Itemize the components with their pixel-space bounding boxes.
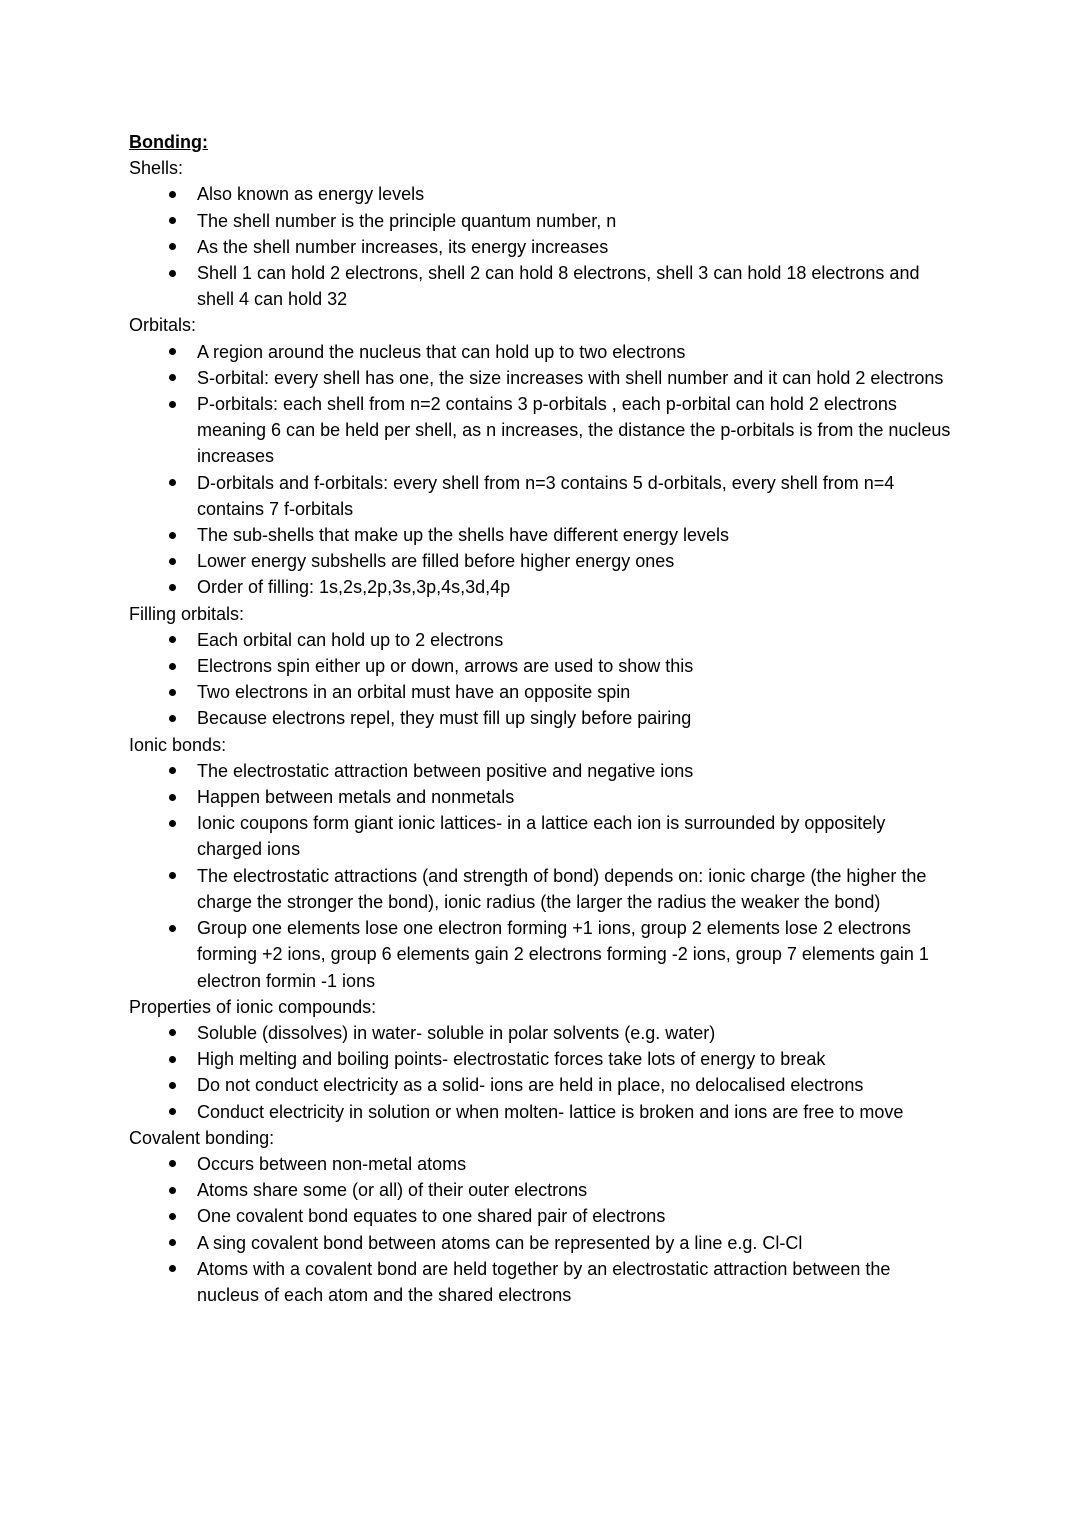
bullet-list <box>129 339 954 601</box>
list-item <box>129 810 954 862</box>
list-item <box>129 1072 954 1098</box>
list-item <box>129 234 954 260</box>
list-item <box>129 365 954 391</box>
list-item <box>129 470 954 522</box>
document-title: Bonding: <box>129 132 208 152</box>
list-item-text: P-orbitals: each shell from n=2 contains 3 p-orbitals , each p-orbital can hold 2 electrons meaning 6 can be held per shell, as n increases, the distance the p-orbitals is from the nucleus increases <box>197 394 951 467</box>
list-item-text: Also known as energy levels <box>197 184 425 205</box>
bullet-list <box>129 627 954 732</box>
list-item <box>129 915 954 994</box>
bullet-icon <box>169 1108 176 1115</box>
bullet-icon <box>169 374 176 381</box>
list-item <box>129 1256 954 1308</box>
bullet-icon <box>169 532 176 539</box>
list-item-text: Conduct electricity in solution or when molten- lattice is broken and ions are free to move <box>197 1101 904 1122</box>
bullet-icon <box>169 479 176 486</box>
list-item <box>129 1177 954 1203</box>
list-item <box>129 574 954 600</box>
list-item <box>129 758 954 784</box>
bullet-list <box>129 1020 954 1125</box>
list-item <box>129 784 954 810</box>
section <box>129 1125 954 1308</box>
bullet-icon <box>169 1029 176 1036</box>
bullet-icon <box>169 1213 176 1220</box>
list-item-text: The sub-shells that make up the shells have different energy levels <box>197 525 729 546</box>
list-item <box>129 522 954 548</box>
bullet-icon <box>169 715 176 722</box>
bullet-icon <box>169 794 176 801</box>
list-item-text: Each orbital can hold up to 2 electrons <box>197 629 504 650</box>
bullet-icon <box>169 1056 176 1063</box>
section-heading: Orbitals: <box>129 315 197 336</box>
list-item <box>129 1230 954 1256</box>
document-sections <box>129 155 954 1308</box>
bullet-icon <box>169 270 176 277</box>
section-heading: Ionic bonds: <box>129 734 227 755</box>
section-heading: Covalent bonding: <box>129 1127 275 1148</box>
list-item <box>129 679 954 705</box>
list-item-text: As the shell number increases, its energy increases <box>197 236 609 257</box>
bullet-list <box>129 1151 954 1308</box>
list-item-text: Happen between metals and nonmetals <box>197 787 515 808</box>
bullet-icon <box>169 348 176 355</box>
bullet-icon <box>169 925 176 932</box>
list-item <box>129 208 954 234</box>
bullet-list <box>129 758 954 994</box>
section <box>129 732 954 994</box>
bullet-icon <box>169 872 176 879</box>
bullet-icon <box>169 191 176 198</box>
list-item-text: A region around the nucleus that can hold up to two electrons <box>197 341 686 362</box>
list-item <box>129 1203 954 1229</box>
list-item <box>129 260 954 312</box>
list-item-text: Ionic coupons form giant ionic lattices- in a lattice each ion is surrounded by oppositely charged ions <box>197 813 886 860</box>
list-item <box>129 627 954 653</box>
bullet-icon <box>169 636 176 643</box>
bullet-icon <box>169 401 176 408</box>
bullet-icon <box>169 1187 176 1194</box>
section <box>129 155 954 312</box>
list-item <box>129 548 954 574</box>
list-item-text: A sing covalent bond between atoms can be represented by a line e.g. Cl-Cl <box>197 1232 803 1253</box>
bullet-icon <box>169 243 176 250</box>
list-item <box>129 1151 954 1177</box>
list-item-text: Atoms share some (or all) of their outer electrons <box>197 1180 588 1201</box>
list-item-text: Because electrons repel, they must fill up singly before pairing <box>197 708 692 729</box>
list-item-text: Do not conduct electricity as a solid- ions are held in place, no delocalised electrons <box>197 1075 864 1096</box>
list-item-text: The shell number is the principle quantum number, n <box>197 210 617 231</box>
list-item <box>129 653 954 679</box>
list-item-text: Atoms with a covalent bond are held together by an electrostatic attraction between the nucleus of each atom and the shared electrons <box>197 1258 891 1305</box>
bullet-icon <box>169 767 176 774</box>
list-item-text: Electrons spin either up or down, arrows are used to show this <box>197 656 694 677</box>
list-item-text: Soluble (dissolves) in water- soluble in polar solvents (e.g. water) <box>197 1022 716 1043</box>
list-item-text: One covalent bond equates to one shared pair of electrons <box>197 1206 666 1227</box>
list-item-text: D-orbitals and f-orbitals: every shell from n=3 contains 5 d-orbitals, every shell from n=4 contains 7 f-orbitals <box>197 472 895 519</box>
list-item <box>129 863 954 915</box>
list-item-text: Lower energy subshells are filled before higher energy ones <box>197 551 675 572</box>
list-item <box>129 1046 954 1072</box>
bullet-icon <box>169 217 176 224</box>
section <box>129 312 954 600</box>
bullet-icon <box>169 689 176 696</box>
bullet-list <box>129 181 954 312</box>
section <box>129 601 954 732</box>
bullet-icon <box>169 820 176 827</box>
list-item <box>129 1099 954 1125</box>
list-item <box>129 705 954 731</box>
bullet-icon <box>169 584 176 591</box>
section-heading: Filling orbitals: <box>129 603 245 624</box>
bullet-icon <box>169 558 176 565</box>
list-item-text: Shell 1 can hold 2 electrons, shell 2 can hold 8 electrons, shell 3 can hold 18 electrons and shell 4 can hold 32 <box>197 263 920 310</box>
list-item-text: High melting and boiling points- electrostatic forces take lots of energy to break <box>197 1049 826 1070</box>
section <box>129 994 954 1125</box>
list-item-text: The electrostatic attraction between positive and negative ions <box>197 760 694 781</box>
list-item <box>129 181 954 207</box>
bullet-icon <box>169 663 176 670</box>
list-item <box>129 339 954 365</box>
list-item-text: Group one elements lose one electron forming +1 ions, group 2 elements lose 2 electrons forming +2 ions, group 6 elements gain 2 electrons forming -2 ions, group 7 elements gain 1 electron formin -1 ions <box>197 918 929 991</box>
list-item-text: Two electrons in an orbital must have an opposite spin <box>197 682 631 703</box>
bullet-icon <box>169 1239 176 1246</box>
section-heading: Properties of ionic compounds: <box>129 996 377 1017</box>
list-item-text: Occurs between non-metal atoms <box>197 1153 467 1174</box>
bullet-icon <box>169 1265 176 1272</box>
bullet-icon <box>169 1160 176 1167</box>
bullet-icon <box>169 1082 176 1089</box>
list-item-text: Order of filling: 1s,2s,2p,3s,3p,4s,3d,4p <box>197 577 511 598</box>
list-item-text: The electrostatic attractions (and strength of bond) depends on: ionic charge (the higher the charge the stronger the bond), ionic radius (the larger the radius the weaker the bond) <box>197 865 927 912</box>
list-item <box>129 1020 954 1046</box>
list-item-text: S-orbital: every shell has one, the size increases with shell number and it can hold 2 electrons <box>197 367 944 388</box>
list-item <box>129 391 954 470</box>
section-heading: Shells: <box>129 158 184 179</box>
